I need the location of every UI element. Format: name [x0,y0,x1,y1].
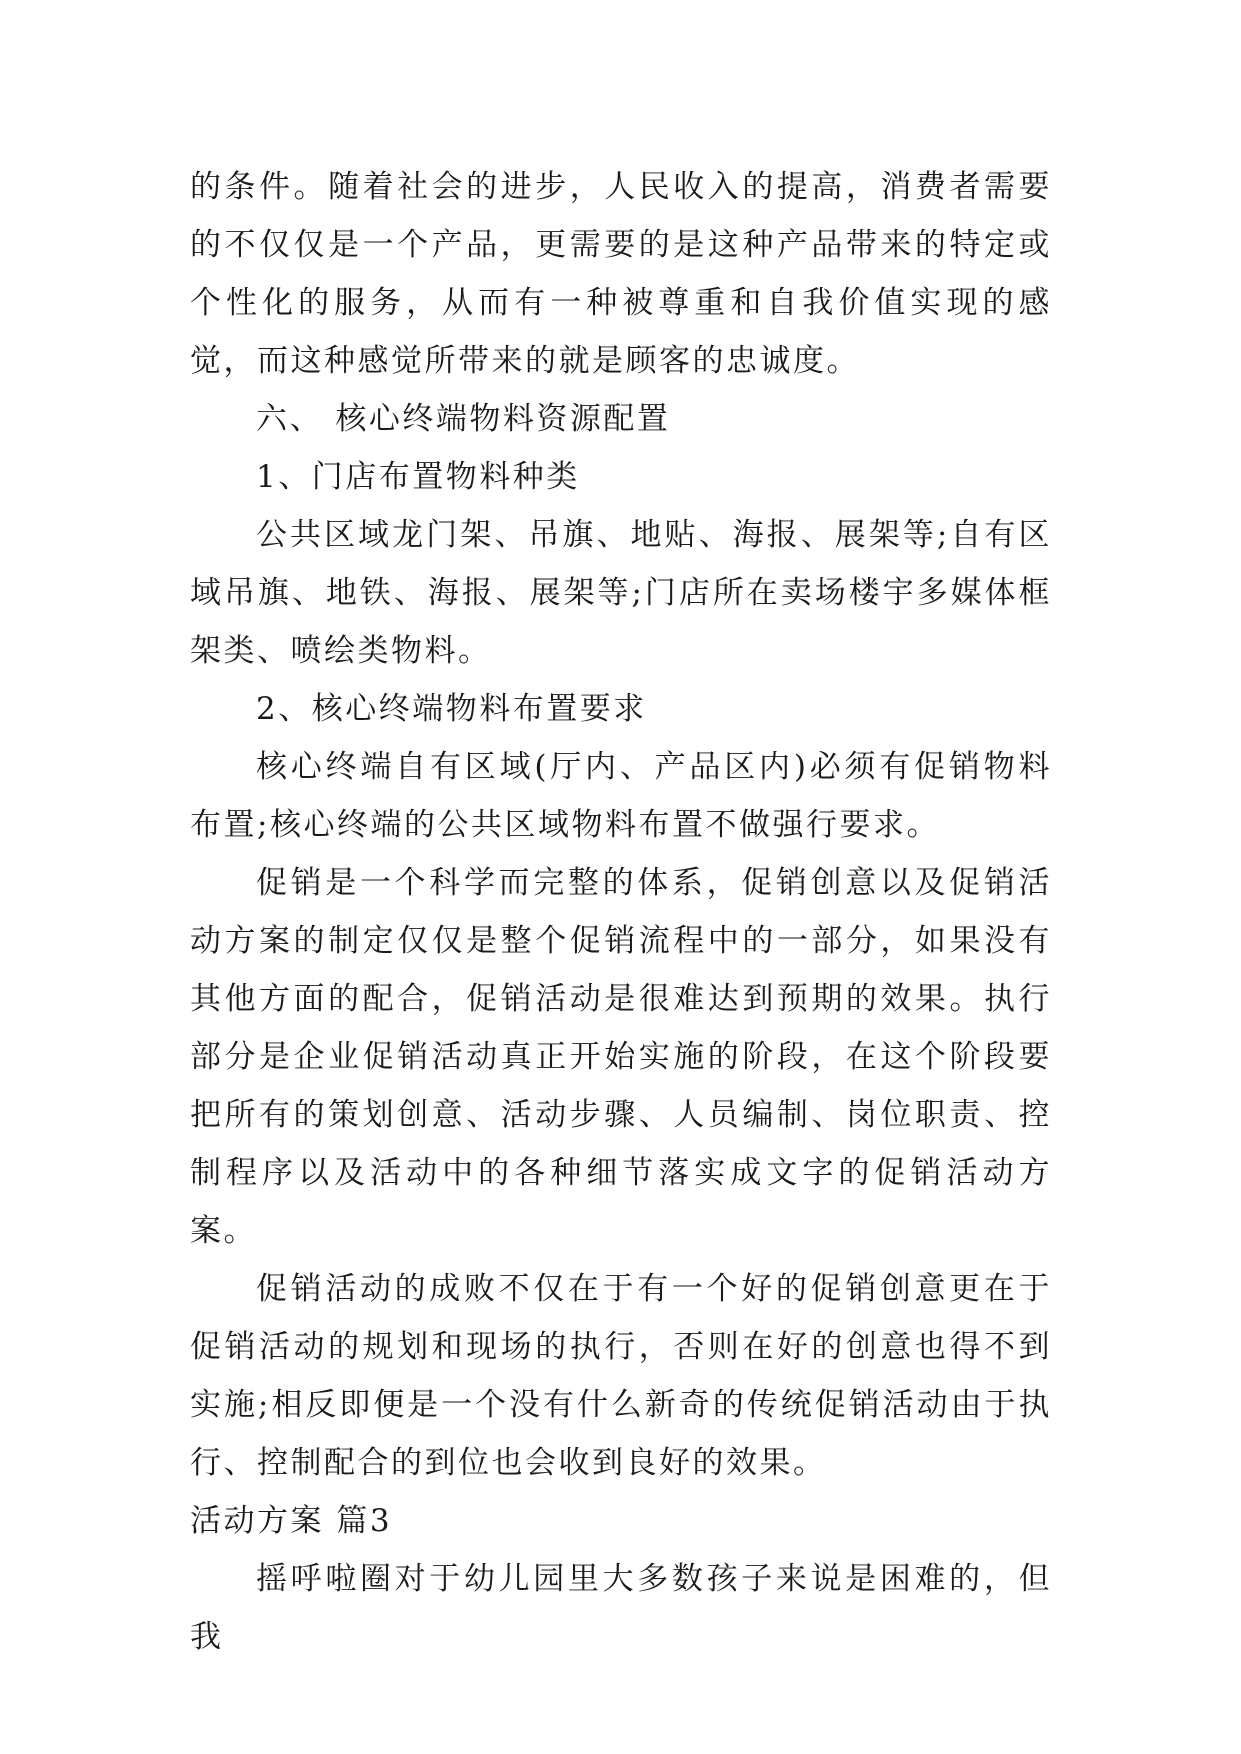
subheading: 2、核心终端物料布置要求 [256,691,647,727]
paragraph: 促销活动的成败不仅在于有一个好的促销创意更在于促销活动的规划和现场的执行，否则在好的创意也得不到实施;相反即便是一个没有什么新奇的传统促销活动由于执行、控制配合的到位也会收到良好的效果。 [190,1271,1052,1481]
paragraph: 促销是一个科学而完整的体系，促销创意以及促销活动方案的制定仅仅是整个促销流程中的一部分，如果没有其他方面的配合，促销活动是很难达到预期的效果。执行部分是企业促销活动真正开始实施的阶段，在这个阶段要把所有的策划创意、活动步骤、人员编制、岗位职责、控制程序以及活动中的各种细节落实成文字的促销活动方案。 [190,865,1052,1249]
section-heading: 六、 核心终端物料资源配置 [256,401,671,437]
document-body [190,158,1052,1666]
article-title: 活动方案 篇3 [190,1503,393,1539]
paragraph-continuation: 的条件。随着社会的进步，人民收入的提高，消费者需要的不仅仅是一个产品，更需要的是这种产品带来的特定或个性化的服务，从而有一种被尊重和自我价值实现的感觉，而这种感觉所带来的就是顾客的忠诚度。 [190,169,1052,379]
paragraph: 摇呼啦圈对于幼儿园里大多数孩子来说是困难的，但我 [190,1561,1052,1655]
subheading: 1、门店布置物料种类 [256,459,580,495]
paragraph: 公共区域龙门架、吊旗、地贴、海报、展架等;自有区域吊旗、地铁、海报、展架等;门店所在卖场楼宇多媒体框架类、喷绘类物料。 [190,517,1052,669]
paragraph: 核心终端自有区域(厅内、产品区内)必须有促销物料布置;核心终端的公共区域物料布置不做强行要求。 [190,749,1052,843]
